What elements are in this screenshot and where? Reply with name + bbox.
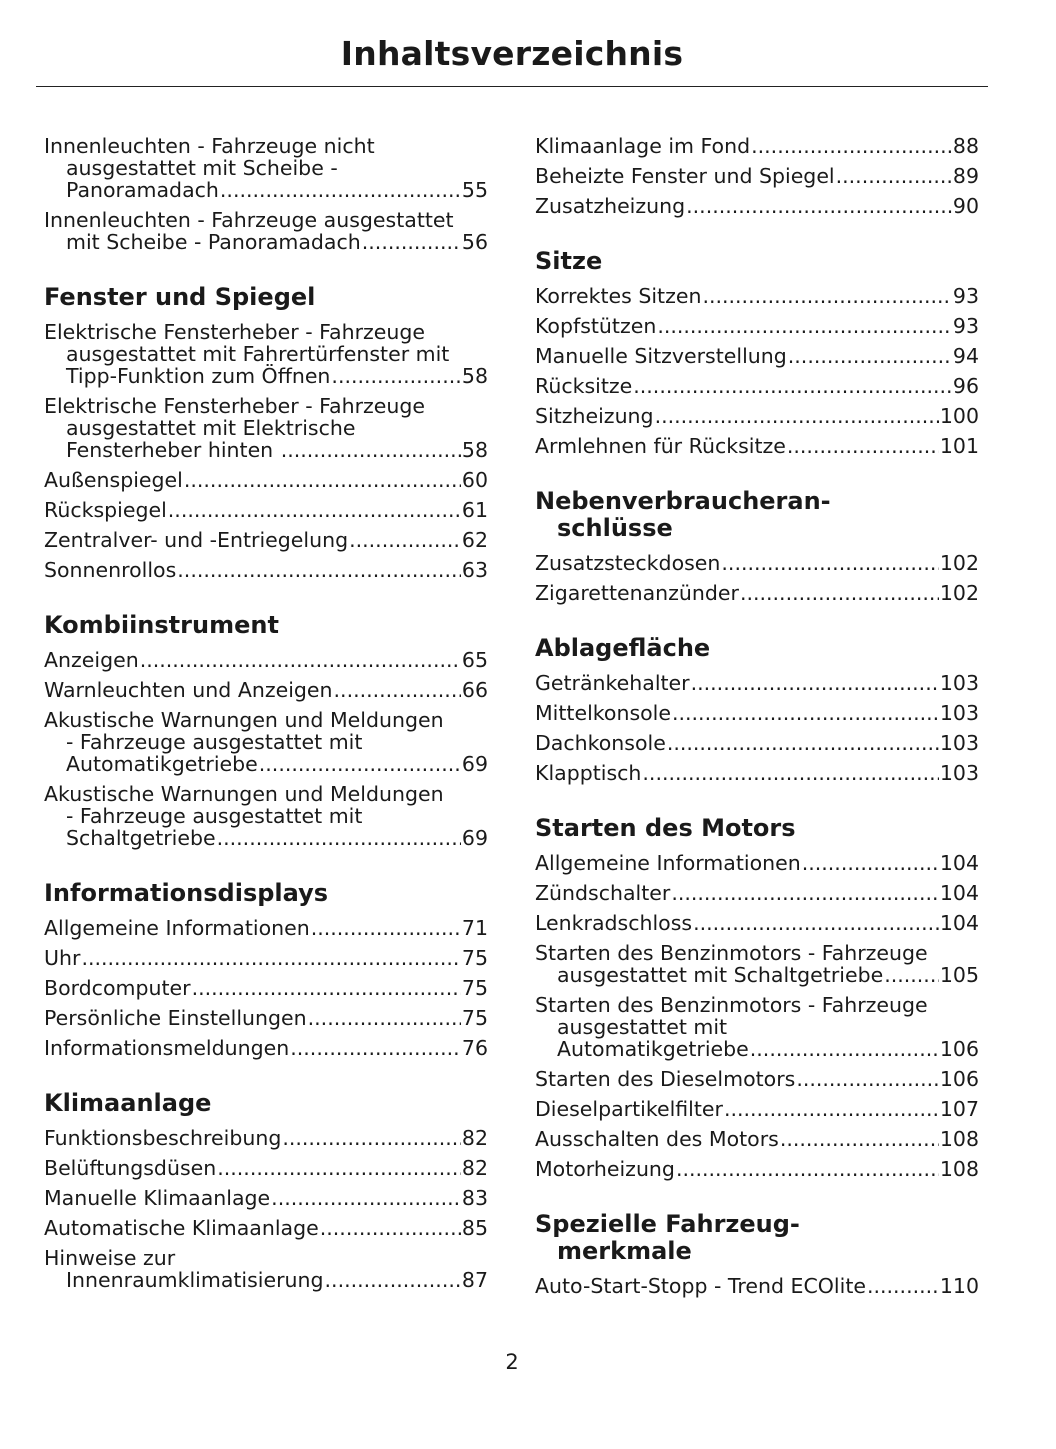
toc-page-number: 107: [939, 1097, 979, 1121]
section-heading: Kombiinstrument: [44, 611, 279, 639]
dot-leader: [884, 964, 939, 986]
toc-entry-line: [535, 345, 979, 367]
toc-entry-title: Rückspiegel: [44, 498, 167, 522]
dot-leader: [655, 405, 939, 427]
dot-leader: [140, 649, 461, 671]
toc-entry[interactable]: [44, 555, 488, 585]
dot-leader: [362, 231, 461, 253]
toc-page-number: 65: [461, 648, 488, 672]
toc-entry[interactable]: [44, 1003, 488, 1033]
toc-page-number: 61: [461, 498, 488, 522]
toc-entry-line: [66, 827, 488, 849]
toc-entry-line: [535, 852, 979, 874]
toc-entry-title: Zündschalter: [535, 881, 671, 905]
toc-left-column: [44, 131, 488, 1295]
toc-entry-line: [44, 499, 488, 521]
toc-entry[interactable]: [44, 1243, 488, 1295]
toc-page-number: 103: [939, 671, 979, 695]
toc-page-number: 102: [939, 581, 979, 605]
toc-page-number: 82: [461, 1126, 488, 1150]
dot-leader: [282, 1127, 461, 1149]
toc-entry-title: Fensterheber hinten: [66, 438, 280, 462]
toc-page-number: 85: [461, 1216, 488, 1240]
toc-entry-text: Elektrische Fensterheber - Fahrzeuge: [44, 394, 426, 418]
toc-entry[interactable]: [535, 728, 979, 758]
toc-entry[interactable]: [44, 317, 488, 391]
toc-entry-title: Klapptisch: [535, 761, 642, 785]
toc-entry-title: Innenraumklimatisierung: [66, 1268, 324, 1292]
toc-entry-title: Automatikgetriebe: [557, 1037, 749, 1061]
toc-entry-text: - Fahrzeuge ausgestattet mit: [66, 730, 363, 754]
toc-entry-line: [66, 179, 488, 201]
toc-entry[interactable]: [535, 1271, 979, 1301]
toc-page-number: 93: [952, 314, 979, 338]
toc-entry-title: Rücksitze: [535, 374, 633, 398]
toc-page-number: 93: [952, 284, 979, 308]
page-number: 2: [505, 1350, 519, 1374]
toc-page-number: 83: [461, 1186, 488, 1210]
dot-leader: [308, 1007, 461, 1029]
toc-entry-title: Dieselpartikelfilter: [535, 1097, 723, 1121]
toc-page-number: 56: [461, 230, 488, 254]
dot-leader: [796, 1068, 939, 1090]
toc-section-spezielle-fahrzeug-merkmale: [535, 1211, 979, 1301]
toc-page-number: 75: [461, 976, 488, 1000]
toc-entry-text: Hinweise zur: [44, 1246, 176, 1270]
toc-entry-title: Zusatzsteckdosen: [535, 551, 721, 575]
toc-entry[interactable]: [535, 578, 979, 608]
toc-entry-line: [535, 375, 979, 397]
toc-entry-line: [44, 977, 488, 999]
toc-entry-line: [44, 917, 488, 939]
toc-entry[interactable]: [535, 668, 979, 698]
toc-entry-title: mit Scheibe - Panoramadach: [66, 230, 361, 254]
toc-entry-title: Funktionsbeschreibung: [44, 1126, 282, 1150]
toc-entry-text: - Fahrzeuge ausgestattet mit: [66, 804, 363, 828]
toc-entry-line: [535, 1275, 979, 1297]
toc-entry-line: [535, 285, 979, 307]
toc-page-number: 55: [461, 178, 488, 202]
toc-entry[interactable]: [44, 1123, 488, 1153]
toc-entry-line: [66, 753, 488, 775]
toc-entry[interactable]: [535, 698, 979, 728]
toc-entry-title: Motorheizung: [535, 1157, 675, 1181]
toc-section-ablageflaeche: [535, 635, 979, 788]
toc-entry-text: ausgestattet mit Fahrertürfenster mit: [66, 342, 450, 366]
toc-entry-title: Automatische Klimaanlage: [44, 1216, 319, 1240]
toc-entry-text: Elektrische Fensterheber - Fahrzeuge: [44, 320, 426, 344]
dot-leader: [751, 135, 952, 157]
toc-entry[interactable]: [44, 675, 488, 705]
toc-entry-title: Kopfstützen: [535, 314, 657, 338]
toc-entry-text: Akustische Warnungen und Meldungen: [44, 782, 444, 806]
dot-leader: [177, 559, 461, 581]
toc-entry-title: Informationsmeldungen: [44, 1036, 290, 1060]
toc-entry[interactable]: [44, 943, 488, 973]
toc-entry-line: [44, 1007, 488, 1029]
toc-entry[interactable]: [535, 311, 979, 341]
toc-entry[interactable]: [535, 371, 979, 401]
toc-page-number: 106: [939, 1037, 979, 1061]
toc-section-nebenverbraucheran-schluesse: [535, 488, 979, 608]
dot-leader: [787, 435, 939, 457]
toc-entry-line: [66, 365, 488, 387]
dot-leader: [788, 345, 952, 367]
toc-entry[interactable]: [535, 938, 979, 990]
toc-entry-title: Auto-Start-Stopp - Trend ECOlite: [535, 1274, 866, 1298]
toc-page-number: 104: [939, 881, 979, 905]
toc-page-number: 101: [939, 434, 979, 458]
toc-entry-title: Zusatzheizung: [535, 194, 686, 218]
dot-leader: [325, 1269, 461, 1291]
toc-page-number: 96: [952, 374, 979, 398]
toc-entry-title: Mittelkonsole: [535, 701, 671, 725]
toc-entry[interactable]: [535, 1094, 979, 1124]
toc-entry-line: [44, 1187, 488, 1209]
dot-leader: [217, 1157, 461, 1179]
dot-leader: [281, 439, 461, 461]
toc-entry-text: Innenleuchten - Fahrzeuge nicht: [44, 134, 375, 158]
toc-entry-title: Automatikgetriebe: [66, 752, 258, 776]
toc-page-number: 104: [939, 851, 979, 875]
toc-entry[interactable]: [535, 1124, 979, 1154]
dot-leader: [168, 499, 461, 521]
toc-entry-line: [535, 912, 979, 934]
toc-entry-line: [44, 1157, 488, 1179]
toc-page-number: 90: [952, 194, 979, 218]
toc-entry[interactable]: [535, 401, 979, 431]
dot-leader: [217, 827, 461, 849]
toc-page-number: 108: [939, 1157, 979, 1181]
page-title: Inhaltsverzeichnis: [340, 34, 684, 73]
dot-leader: [780, 1128, 939, 1150]
section-heading: Starten des Motors: [535, 814, 796, 842]
dot-leader: [721, 552, 938, 574]
toc-section-continued: [44, 131, 488, 257]
dot-leader: [671, 882, 939, 904]
toc-entry-text: ausgestattet mit Scheibe -: [66, 156, 338, 180]
dot-leader: [702, 285, 951, 307]
toc-entry-title: Sonnenrollos: [44, 558, 177, 582]
toc-section-starten-des-motors: [535, 815, 979, 1184]
toc-entry[interactable]: [535, 758, 979, 788]
toc-entry-title: Zentralver- und -Entriegelung: [44, 528, 349, 552]
toc-entry[interactable]: [44, 705, 488, 779]
toc-entry-title: Uhr: [44, 946, 81, 970]
toc-page-number: 76: [461, 1036, 488, 1060]
toc-entry[interactable]: [535, 131, 979, 161]
dot-leader: [349, 529, 461, 551]
toc-page-number: 71: [461, 916, 488, 940]
toc-entry-line: [535, 732, 979, 754]
toc-entry[interactable]: [44, 779, 488, 853]
toc-page-number: 88: [952, 134, 979, 158]
toc-entry-line: [44, 679, 488, 701]
toc-entry-title: Schaltgetriebe: [66, 826, 216, 850]
dot-leader: [672, 702, 939, 724]
toc-entry-line: [44, 947, 488, 969]
dot-leader: [836, 165, 952, 187]
toc-entry-title: Allgemeine Informationen: [44, 916, 310, 940]
toc-page-number: 105: [939, 963, 979, 987]
dot-leader: [676, 1158, 939, 1180]
toc-entry-line: [44, 469, 488, 491]
toc-section-sitze: [535, 248, 979, 461]
toc-page-number: 104: [939, 911, 979, 935]
section-heading: Sitze: [535, 247, 603, 275]
toc-page-number: 69: [461, 826, 488, 850]
toc-entry-line: [557, 964, 979, 986]
toc-entry[interactable]: [44, 131, 488, 205]
toc-page-number: 108: [939, 1127, 979, 1151]
section-heading: Klimaanlage: [44, 1089, 212, 1117]
toc-section-informationsdisplays: [44, 880, 488, 1063]
toc-entry-line: [557, 1038, 979, 1060]
toc-entry-line: [535, 882, 979, 904]
toc-entry-title: Allgemeine Informationen: [535, 851, 801, 875]
toc-entry-line: [535, 135, 979, 157]
toc-section-continued: [535, 131, 979, 221]
toc-entry[interactable]: [535, 1154, 979, 1184]
section-heading: Ablagefläche: [535, 634, 711, 662]
section-heading: Fenster und Spiegel: [44, 283, 316, 311]
toc-entry-title: ausgestattet mit Schaltgetriebe: [557, 963, 884, 987]
toc-page-number: 102: [939, 551, 979, 575]
toc-entry-line: [66, 439, 488, 461]
toc-entry[interactable]: [535, 548, 979, 578]
toc-entry[interactable]: [535, 281, 979, 311]
toc-page-number: 100: [939, 404, 979, 428]
toc-entry[interactable]: [44, 205, 488, 257]
toc-entry-line: [535, 1098, 979, 1120]
dot-leader: [867, 1275, 939, 1297]
toc-entry-text: Akustische Warnungen und Meldungen: [44, 708, 444, 732]
toc-entry[interactable]: [44, 973, 488, 1003]
dot-leader: [331, 365, 460, 387]
toc-entry-line: [535, 1068, 979, 1090]
dot-leader: [320, 1217, 461, 1239]
toc-entry[interactable]: [44, 391, 488, 465]
toc-entry[interactable]: [44, 913, 488, 943]
toc-entry-line: [44, 1127, 488, 1149]
toc-entry-text: Starten des Benzinmotors - Fahrzeuge: [535, 941, 928, 965]
toc-entry-line: [535, 672, 979, 694]
toc-entry[interactable]: [44, 525, 488, 555]
dot-leader: [724, 1098, 939, 1120]
toc-entry-title: Persönliche Einstellungen: [44, 1006, 307, 1030]
toc-entry[interactable]: [44, 1153, 488, 1183]
toc-section-fenster-und-spiegel: [44, 284, 488, 585]
toc-page-number: 103: [939, 701, 979, 725]
toc-entry[interactable]: [44, 465, 488, 495]
toc-page-number: 66: [461, 678, 488, 702]
toc-entry[interactable]: [535, 341, 979, 371]
section-heading: Nebenverbraucheran- schlüsse: [535, 487, 831, 542]
toc-entry-title: Bordcomputer: [44, 976, 191, 1000]
toc-entry-title: Panoramadach: [66, 178, 219, 202]
section-heading: Informationsdisplays: [44, 879, 329, 907]
toc-entry[interactable]: [44, 1183, 488, 1213]
toc-page-number: 69: [461, 752, 488, 776]
dot-leader: [693, 912, 939, 934]
toc-page-number: 106: [939, 1067, 979, 1091]
dot-leader: [81, 947, 460, 969]
toc-entry[interactable]: [535, 848, 979, 878]
toc-entry[interactable]: [535, 878, 979, 908]
dot-leader: [740, 582, 939, 604]
toc-page-number: 75: [461, 946, 488, 970]
toc-entry[interactable]: [44, 1213, 488, 1243]
toc-entry-line: [535, 1128, 979, 1150]
toc-entry-line: [535, 195, 979, 217]
toc-entry-text: Starten des Benzinmotors - Fahrzeuge: [535, 993, 928, 1017]
toc-entry-title: Manuelle Sitzverstellung: [535, 344, 787, 368]
toc-entry-line: [535, 552, 979, 574]
dot-leader: [686, 195, 952, 217]
toc-entry-line: [535, 762, 979, 784]
dot-leader: [334, 679, 461, 701]
toc-section-klimaanlage: [44, 1090, 488, 1295]
toc-entry-title: Warnleuchten und Anzeigen: [44, 678, 333, 702]
toc-entry-title: Starten des Dieselmotors: [535, 1067, 796, 1091]
toc-page-number: 94: [952, 344, 979, 368]
dot-leader: [259, 753, 461, 775]
dot-leader: [802, 852, 939, 874]
toc-entry-line: [535, 315, 979, 337]
toc-entry-title: Korrektes Sitzen: [535, 284, 702, 308]
dot-leader: [750, 1038, 939, 1060]
dot-leader: [271, 1187, 461, 1209]
dot-leader: [290, 1037, 461, 1059]
toc-page-number: 87: [461, 1268, 488, 1292]
toc-page-number: 60: [461, 468, 488, 492]
toc-page-number: 58: [461, 364, 488, 388]
toc-entry[interactable]: [535, 1064, 979, 1094]
toc-entry-title: Klimaanlage im Fond: [535, 134, 751, 158]
toc-section-kombiinstrument: [44, 612, 488, 853]
toc-entry-title: Belüftungsdüsen: [44, 1156, 217, 1180]
toc-entry-title: Manuelle Klimaanlage: [44, 1186, 271, 1210]
dot-leader: [691, 672, 939, 694]
toc-entry-text: Innenleuchten - Fahrzeuge ausgestattet: [44, 208, 454, 232]
toc-entry-text: ausgestattet mit Elektrische: [66, 416, 356, 440]
toc-entry-title: Getränkehalter: [535, 671, 690, 695]
dot-leader: [220, 179, 461, 201]
toc-entry-line: [44, 559, 488, 581]
toc-entry-title: Tipp-Funktion zum Öffnen: [66, 364, 331, 388]
toc-right-column: [535, 131, 979, 1301]
toc-page-number: 63: [461, 558, 488, 582]
toc-page-number: 103: [939, 731, 979, 755]
dot-leader: [633, 375, 952, 397]
toc-page-number: 89: [952, 164, 979, 188]
toc-entry-title: Zigarettenanzünder: [535, 581, 739, 605]
toc-entry-title: Anzeigen: [44, 648, 139, 672]
toc-entry-title: Ausschalten des Motors: [535, 1127, 779, 1151]
toc-page-number: 58: [461, 438, 488, 462]
toc-entry[interactable]: [535, 990, 979, 1064]
toc-entry-line: [535, 435, 979, 457]
toc-entry-title: Beheizte Fenster und Spiegel: [535, 164, 835, 188]
toc-entry-line: [535, 165, 979, 187]
toc-page-number: 62: [461, 528, 488, 552]
dot-leader: [642, 762, 938, 784]
dot-leader: [311, 917, 461, 939]
toc-entry-title: Armlehnen für Rücksitze: [535, 434, 786, 458]
toc-entry-text: ausgestattet mit: [557, 1015, 728, 1039]
toc-entry-title: Außenspiegel: [44, 468, 183, 492]
toc-entry-line: [44, 1037, 488, 1059]
toc-entry[interactable]: [535, 908, 979, 938]
toc-entry-line: [535, 702, 979, 724]
toc-entry[interactable]: [535, 161, 979, 191]
toc-entry-line: [535, 582, 979, 604]
toc-entry-title: Dachkonsole: [535, 731, 666, 755]
toc-page-number: 103: [939, 761, 979, 785]
toc-entry-line: [535, 1158, 979, 1180]
toc-entry-line: [44, 1217, 488, 1239]
dot-leader: [667, 732, 939, 754]
toc-entry[interactable]: [44, 495, 488, 525]
toc-entry[interactable]: [44, 1033, 488, 1063]
toc-entry[interactable]: [44, 645, 488, 675]
toc-entry-line: [66, 1269, 488, 1291]
toc-entry[interactable]: [535, 431, 979, 461]
dot-leader: [184, 469, 461, 491]
section-heading: Spezielle Fahrzeug- merkmale: [535, 1210, 800, 1265]
toc-page-number: 110: [939, 1274, 979, 1298]
toc-entry-title: Lenkradschloss: [535, 911, 693, 935]
toc-entry[interactable]: [535, 191, 979, 221]
dot-leader: [192, 977, 461, 999]
toc-page-number: 75: [461, 1006, 488, 1030]
toc-entry-title: Sitzheizung: [535, 404, 654, 428]
toc-entry-line: [535, 405, 979, 427]
toc-entry-line: [44, 529, 488, 551]
toc-entry-line: [44, 649, 488, 671]
toc-page-number: 82: [461, 1156, 488, 1180]
dot-leader: [657, 315, 952, 337]
toc-entry-line: [66, 231, 488, 253]
title-divider: [36, 86, 988, 87]
